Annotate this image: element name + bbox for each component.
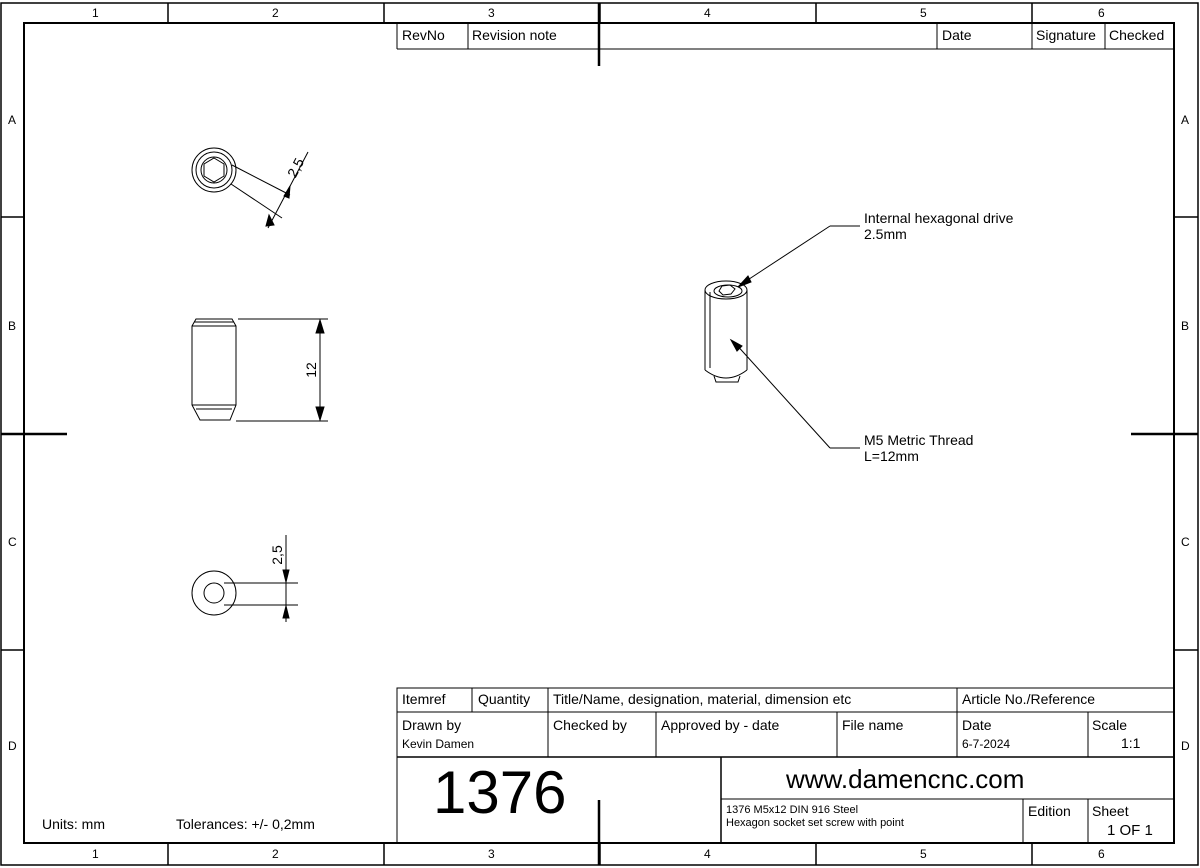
zone-col-2-top: 2	[272, 6, 279, 20]
units-note: Units: mm	[42, 816, 105, 832]
rev-header-note: Revision note	[472, 27, 557, 43]
zone-row-a-right: A	[1181, 113, 1190, 127]
tb-drawn-by-value: Kevin Damen	[402, 737, 475, 751]
tb-checked-by-label: Checked by	[553, 717, 627, 733]
zone-col-6-top: 6	[1098, 6, 1105, 20]
tb-drawing-number: 1376	[433, 759, 567, 826]
zone-col-3-top: 3	[488, 6, 495, 20]
zone-col-6-bottom: 6	[1098, 847, 1105, 861]
centring-marks	[1, 3, 1198, 865]
tb-edition-label: Edition	[1028, 803, 1071, 819]
tb-scale-value: 1:1	[1121, 735, 1141, 751]
zone-col-4-bottom: 4	[704, 847, 711, 861]
zone-col-5-bottom: 5	[920, 847, 927, 861]
tb-date-label: Date	[962, 717, 992, 733]
hex-drive-callout-line1: Internal hexagonal drive	[864, 210, 1014, 226]
tb-date-value: 6-7-2024	[962, 737, 1011, 751]
tolerances-note: Tolerances: +/- 0,2mm	[176, 816, 315, 832]
tb-sheet-value: 1 OF 1	[1107, 822, 1153, 839]
zone-ticks	[1, 3, 1198, 865]
tb-quantity: Quantity	[478, 691, 531, 707]
tb-sheet-label: Sheet	[1092, 803, 1129, 819]
rev-header-date: Date	[942, 27, 972, 43]
top-view-dimension: 2,5	[283, 155, 308, 181]
rev-header-revno: RevNo	[402, 27, 445, 43]
thread-callout-line2: L=12mm	[864, 448, 919, 464]
tb-description-line2: Hexagon socket set screw with point	[726, 817, 904, 829]
tb-approved-label: Approved by - date	[661, 717, 780, 733]
zone-row-d-left: D	[8, 739, 17, 753]
zone-col-2-bottom: 2	[272, 847, 279, 861]
tb-article: Article No./Reference	[962, 691, 1096, 707]
tb-website: www.damencnc.com	[786, 764, 1025, 794]
tb-scale-label: Scale	[1092, 717, 1128, 733]
thread-callout-line1: M5 Metric Thread	[864, 432, 974, 448]
zone-col-4-top: 4	[704, 6, 711, 20]
rev-header-signature: Signature	[1036, 27, 1096, 43]
hex-drive-callout-line2: 2.5mm	[864, 226, 907, 242]
zone-col-5-top: 5	[920, 6, 927, 20]
zone-col-1-top: 1	[92, 6, 99, 20]
bottom-view-dimension: 2,5	[269, 545, 285, 565]
rev-header-checked: Checked	[1109, 27, 1165, 43]
tb-description-line1: 1376 M5x12 DIN 916 Steel	[726, 804, 859, 816]
zone-row-a-left: A	[8, 113, 17, 127]
side-view-dimension: 12	[303, 362, 319, 378]
zone-col-3-bottom: 3	[488, 847, 495, 861]
zone-row-d-right: D	[1181, 739, 1190, 753]
zone-row-b-left: B	[8, 319, 17, 333]
isometric-view	[705, 226, 860, 448]
tb-title: Title/Name, designation, material, dimension etc	[553, 691, 852, 707]
tb-file-name-label: File name	[842, 717, 904, 733]
tb-itemref: Itemref	[402, 691, 446, 707]
zone-row-b-right: B	[1181, 319, 1190, 333]
zone-row-c-right: C	[1181, 535, 1190, 549]
zone-col-1-bottom: 1	[92, 847, 99, 861]
zone-row-c-left: C	[8, 535, 17, 549]
outer-border	[1, 3, 1198, 865]
tb-drawn-by-label: Drawn by	[402, 717, 462, 733]
